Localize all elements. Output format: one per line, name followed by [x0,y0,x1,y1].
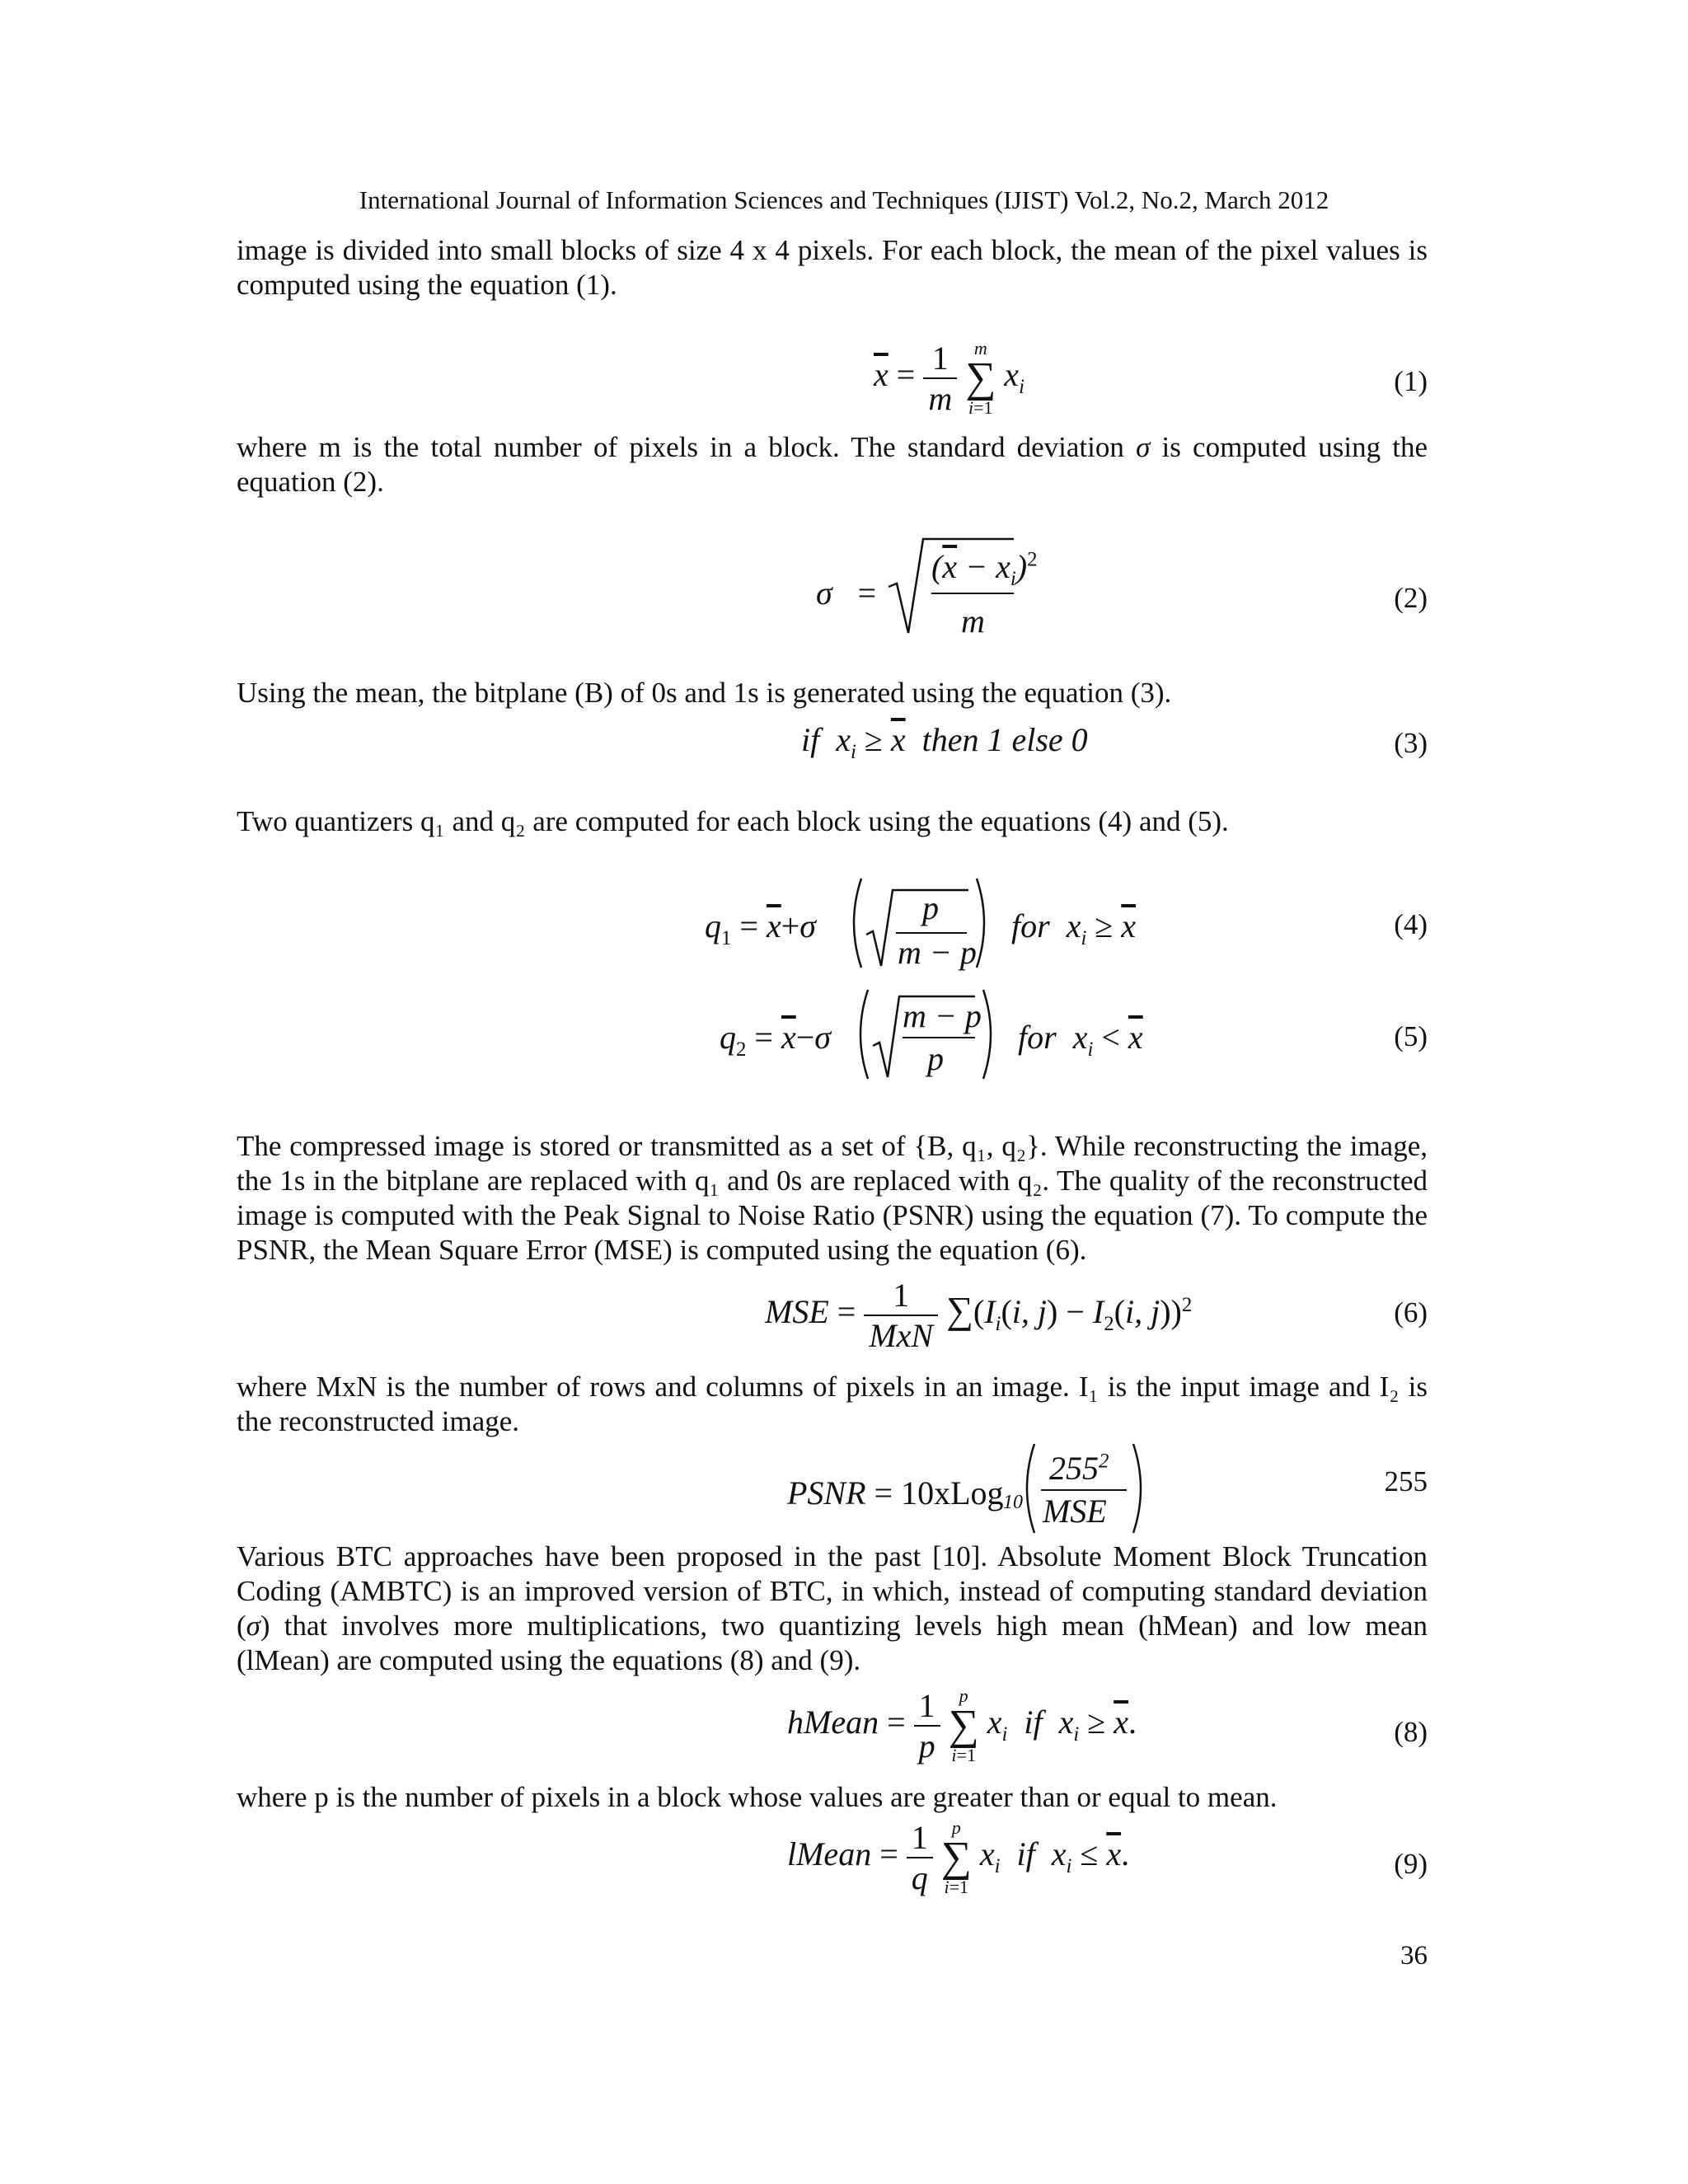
paragraph-8: where p is the number of pixels in a block whose values are greater than or equal to mean. [237,1781,1278,1813]
sigma-symbol: σ [1136,431,1151,463]
equation-2-number: (2) [1394,582,1428,614]
equation-6: MSE = $\frac{1}{\text{MxN}}$ $\sum(I_i(i$, $j) - I_2(i$, j))$^2$ [765,1277,1193,1354]
equation-8: hMean = $\frac{1}{p}$ p ∑ i=1 $x_i$ if $x_i \ge \overline{x}$. [787,1685,1137,1765]
equation-8-number: (8) [1394,1716,1428,1748]
paragraph-6: where MxN is the number of rows and columns of pixels in an image. I₁ is the input image and I₂ is the reconstructed image. [237,1371,1428,1437]
equation-2: σ = $(\overline{x} - x_i)^2$ m [816,536,1030,643]
page-number: 36 [1400,1941,1428,1971]
equation-7-number: 255 [1384,1465,1428,1497]
paragraph-7: Various BTC approaches have been proposed in the past [10]. Absolute Moment Block Truncation Coding (AMBTC) is an improved version of BTC, in which, instead of computing standard deviation (σ) that involves more multiplications, two quantizing levels high mean (hMean) and low mean (lMean) are computed using the equations (8) and (9). [237,1540,1428,1676]
equation-5-number: (5) [1394,1020,1428,1052]
equation-7: PSNR = 10xLog 10 $255^2$ MSE [787,1441,1166,1540]
equation-1: $\overline{x}$ = $\frac{1}{m}$ m ∑ i=1 $x_i$ [874,338,1025,418]
equation-4: $q_1 = \overline{x}+\sigma$ p m − p for $x_i \ge \overline{x}$ [705,874,1166,972]
equation-3: if $x_i \ge \overline{x}$ then 1 else 0 [801,721,1088,763]
paragraph-4: Two quantizers q₁ and q₂ are computed for each block using the equations (4) and (5). [237,805,1229,837]
equation-9-number: (9) [1394,1848,1428,1880]
equation-9: lMean = $\frac{1}{q}$ p ∑ i=1 $x_i$ if $x_i \le \overline{x}$. [787,1817,1130,1897]
journal-header: International Journal of Information Sciences and Techniques (IJIST) Vol.2, No.2, March 2012 [359,185,1329,214]
equation-6-number: (6) [1394,1296,1428,1329]
equation-4-number: (4) [1394,908,1428,940]
equation-1-number: (1) [1394,365,1428,397]
equation-3-number: (3) [1394,727,1428,759]
sigma-symbol: σ [246,1610,260,1642]
paragraph-5: The compressed image is stored or transmitted as a set of {B, q₁, q₂}. While reconstructing the image, the 1s in the bitplane are replaced with q₁ and 0s are replaced with q₂. The quality of the reconstructed image is computed with the Peak Signal to Noise Ratio (PSNR) using the equation (7). To compute the PSNR, the Mean Square Error (MSE) is computed using the equation (6). [237,1130,1428,1266]
paragraph-2: where m is the total number of pixels in a block. The standard deviation σ is computed using the equation (2). [237,431,1428,498]
paragraph-1: image is divided into small blocks of size 4 x 4 pixels. For each block, the mean of the pixel values is computed using the equation (1). [237,234,1428,301]
paragraph-3: Using the mean, the bitplane (B) of 0s and 1s is generated using the equation (3). [237,677,1172,709]
equation-5: $q_2 = \overline{x}-\sigma$ m − p p for $x_i < \overline{x}$ [720,985,1181,1084]
